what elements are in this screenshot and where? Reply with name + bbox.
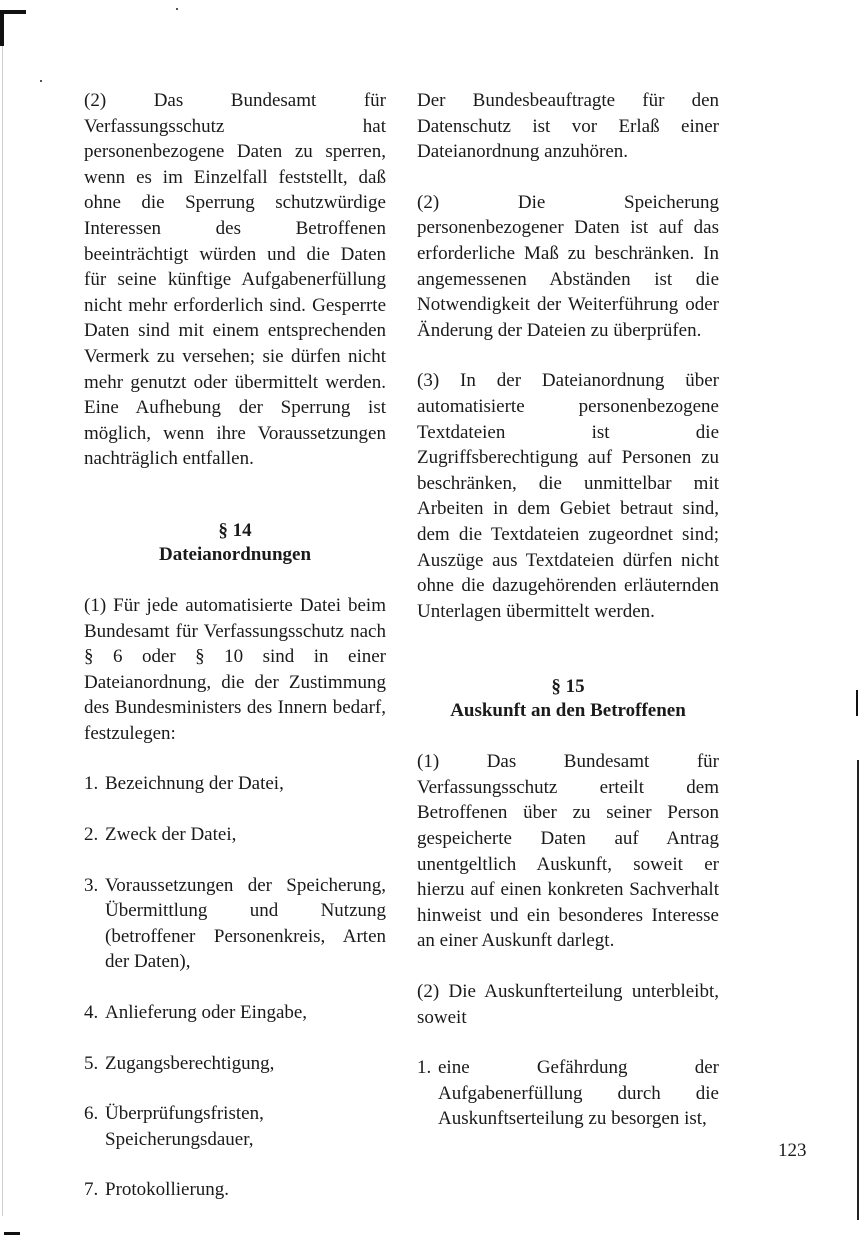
list-item <box>417 1055 719 1132</box>
section-15-heading <box>417 675 719 723</box>
scan-right-mark <box>856 690 858 716</box>
section-title: Auskunft an den Betroffenen <box>450 700 686 722</box>
section-number: § 15 <box>551 676 585 698</box>
list-number: 2. <box>84 824 99 846</box>
left-column <box>84 88 386 1228</box>
scan-speck <box>176 8 178 10</box>
paragraph-13-2: (2) Das Bundesamt für Verfassungsschutz hat personenbezogene Daten zu sperren, wenn es im Einzelfall feststellt, daß ohne die Sperrung schutzwürdige Interessen des Betroffenen beeinträchtigt würden und die Daten für seine künftige Aufgabenerfüllung nicht mehr erforderlich sind. Gesperrte Daten sind mit einem entsprechenden Vermerk zu versehen; sie dürfen nicht mehr genutzt oder übermittelt werden. Eine Aufhebung der Sperrung ist möglich, wenn ihre Voraussetzungen nachträglich entfallen. <box>84 90 386 470</box>
list-number: 4. <box>84 1002 99 1024</box>
scan-corner-mark <box>0 10 4 46</box>
list-number: 3. <box>84 874 99 896</box>
list-item <box>84 1000 386 1026</box>
section-title: Dateianordnungen <box>158 543 312 565</box>
paragraph-14-3: (3) In der Dateianordnung über automatisierte personenbezogene Textdateien ist die Zugriffsberechtigung auf Personen zu beschränken, die unmittelbar mit Arbeiten in dem Gebiet betraut sind, dem die Textdateien zugeordnet sind; Auszüge aus Textdateien dürfen nicht ohne die dazugehörenden erläuternden Unterlagen übermittelt werden. <box>417 370 719 622</box>
section-14-heading <box>84 519 386 567</box>
paragraph-14-1: (1) Für jede automatisierte Datei beim Bundesamt für Verfassungsschutz nach § 6 oder § 10 sind in einer Dateianordnung, die der Zustimmung des Bundesministers des Innern bedarf, festzulegen: <box>84 594 386 744</box>
list-item <box>84 822 386 848</box>
list-item <box>84 1051 386 1077</box>
list-text: Anlieferung oder Eingabe, <box>105 1002 308 1024</box>
list-text: Protokollierung. <box>105 1179 230 1201</box>
right-column <box>417 88 719 1157</box>
list-text: Zweck der Datei, <box>105 824 237 846</box>
list-item <box>84 1177 386 1203</box>
list-number: 1. <box>417 1057 432 1079</box>
scan-speck <box>40 80 42 82</box>
list-item <box>84 873 386 975</box>
paragraph-14-1-continued: Der Bundesbeauftragte für den Datenschutz ist vor Erlaß einer Dateianordnung anzuhören. <box>417 90 719 163</box>
page-number: 123 <box>778 1140 807 1161</box>
list-text: eine Gefährdung der Aufgabenerfüllung durch die Auskunftserteilung zu besorgen ist, <box>438 1057 719 1130</box>
list-number: 5. <box>84 1052 99 1074</box>
list-number: 7. <box>84 1179 99 1201</box>
list-text: Bezeichnung der Datei, <box>105 773 284 795</box>
paragraph-14-2: (2) Die Speicherung personenbezogener Daten ist auf das erforderliche Maß zu beschränken. In angemessenen Abständen ist die Notwendigkeit der Weiterführung oder Änderung der Dateien zu überprüfen. <box>417 191 719 341</box>
list-item <box>84 1101 386 1152</box>
list-text: Zugangsberechtigung, <box>105 1052 275 1074</box>
list-item <box>84 771 386 797</box>
list-text: Voraussetzungen der Speicherung, Übermittlung und Nutzung (betroffener Personenkreis, Arten der Daten), <box>105 874 386 973</box>
paragraph-15-1: (1) Das Bundesamt für Verfassungsschutz erteilt dem Betroffenen über zu seiner Person gespeicherte Daten auf Antrag unentgeltlich Auskunft, soweit er hierzu auf einen konkreten Sachverhalt hinweist und ein besonderes Interesse an einer Auskunft darlegt. <box>417 751 719 952</box>
auskunft-list <box>417 1055 719 1132</box>
paragraph-15-2: (2) Die Auskunfterteilung unterbleibt, soweit <box>417 981 719 1028</box>
list-number: 1. <box>84 773 99 795</box>
scan-bottom-mark <box>4 1232 20 1235</box>
scan-edge-line <box>2 46 3 1216</box>
scan-right-edge <box>857 760 859 1220</box>
section-number: § 14 <box>218 519 252 541</box>
list-text: Überprüfungsfristen, Speicherungsdauer, <box>105 1103 264 1150</box>
dateianordnung-list <box>84 771 386 1203</box>
list-number: 6. <box>84 1103 99 1125</box>
